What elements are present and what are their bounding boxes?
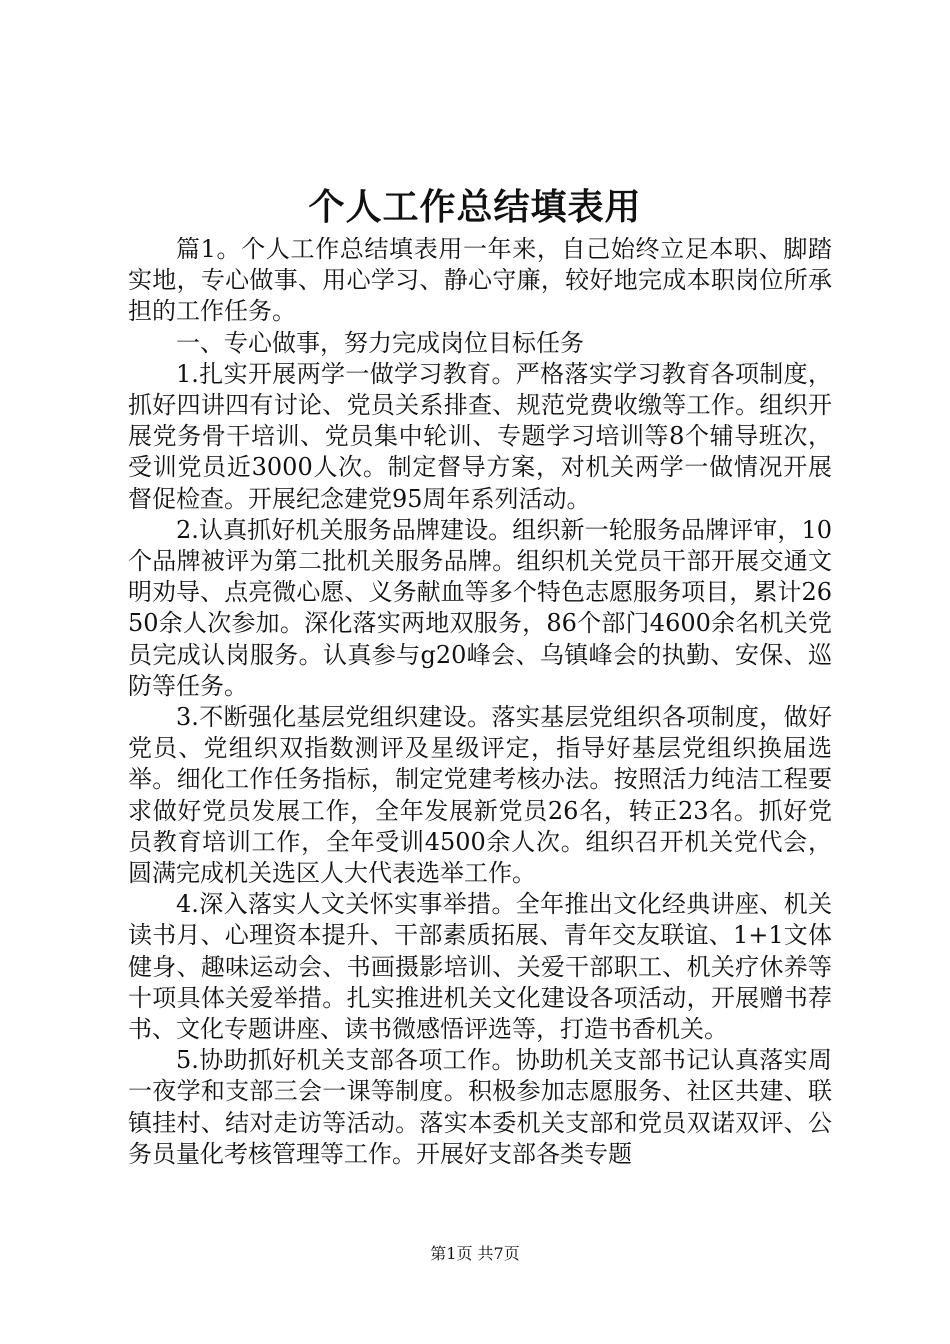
paragraph-item-5: 5.协助抓好机关支部各项工作。协助机关支部书记认真落实周一夜学和支部三会一课等制度。积极参加志愿服务、社区共建、联镇挂村、结对走访等活动。落实本委机关支部和党员双诺双评、公务员量化考核管理等工作。开展好支部各类专题	[128, 1046, 832, 1168]
paragraph-item-1: 1.扎实开展两学一做学习教育。严格落实学习教育各项制度，抓好四讲四有讨论、党员关系排查、规范党费收缴等工作。组织开展党务骨干培训、党员集中轮训、专题学习培训等8个辅导班次，受训党员近3000人次。制定督导方案，对机关两学一做情况开展督促检查。开展纪念建党95周年系列活动。	[128, 359, 832, 513]
document-title: 个人工作总结填表用	[308, 186, 642, 228]
paragraph-item-4: 4.深入落实人文关怀实事举措。全年推出文化经典讲座、机关读书月、心理资本提升、干部素质拓展、青年交友联谊、1+1文体健身、趣味运动会、书画摄影培训、关爱干部职工、机关疗休养等十项具体关爱举措。扎实推进机关文化建设各项活动，开展赠书荐书、文化专题讲座、读书微感悟评选等，打造书香机关。	[128, 890, 832, 1044]
document-body	[128, 234, 832, 1170]
paragraph-item-2: 2.认真抓好机关服务品牌建设。组织新一轮服务品牌评审，10个品牌被评为第二批机关服务品牌。组织机关党员干部开展交通文明劝导、点亮微心愿、义务献血等多个特色志愿服务项目，累计2650余人次参加。深化落实两地双服务，86个部门4600余名机关党员完成认岗服务。认真参与g20峰会、乌镇峰会的执勤、安保、巡防等任务。	[128, 515, 832, 700]
section-heading: 一、专心做事，努力完成岗位目标任务	[176, 328, 584, 357]
page-footer: 第1页 共7页	[430, 1244, 520, 1263]
paragraph-intro: 篇1。个人工作总结填表用一年来，自己始终立足本职、脚踏实地，专心做事、用心学习、静心守廉，较好地完成本职岗位所承担的工作任务。	[128, 235, 832, 326]
paragraph-item-3: 3.不断强化基层党组织建设。落实基层党组织各项制度，做好党员、党组织双指数测评及星级评定，指导好基层党组织换届选举。细化工作任务指标，制定党建考核办法。按照活力纯洁工程要求做好党员发展工作，全年发展新党员26名，转正23名。抓好党员教育培训工作，全年受训4500余人次。组织召开机关党代会，圆满完成机关选区人大代表选举工作。	[128, 703, 832, 888]
